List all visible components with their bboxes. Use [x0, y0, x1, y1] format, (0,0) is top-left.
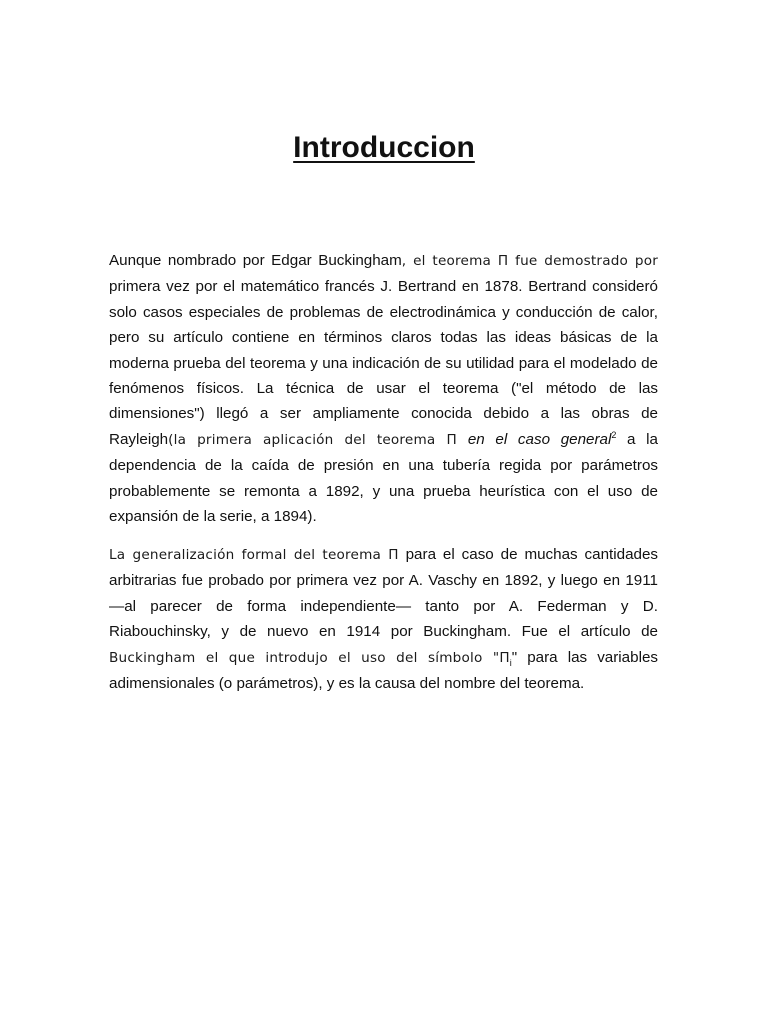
footnote-marker: 2 — [611, 429, 617, 440]
p2-segment-4: " para las variables adimensionales (o parámetros), y es la causa del nombre del teorema. — [109, 648, 658, 693]
p1-segment-4: (la primera aplicación del teorema Π — [168, 431, 468, 448]
page-title — [0, 128, 768, 168]
pi-subscript: i — [509, 657, 512, 668]
p1-segment-5-italic: en el caso general — [467, 430, 612, 448]
paragraph-2 — [109, 542, 658, 696]
p2-segment-1: La generalización formal del teorema Π — [109, 547, 399, 563]
p1-segment-2: , el teorema Π fue demostrado por — [401, 253, 658, 269]
p2-segment-2: para el caso de muchas cantidades arbitrarias fue probado por primera vez por A. Vaschy en 1892, y luego en 1911 —al parecer de forma independiente— tanto por A. Federman y D. Riabouchinsky, y de nuevo en 1914 por Buckingham. Fue el artículo de — [109, 546, 659, 641]
p2-segment-3: Buckingham el que introdujo el uso del símbolo "Π — [109, 649, 510, 666]
p1-segment-1: Aunque nombrado por Edgar Buckingham — [109, 252, 402, 269]
paragraph-1 — [109, 248, 658, 529]
page-title-text: Introduccion — [293, 131, 475, 164]
p1-segment-3: primera vez por el matemático francés J. Bertrand en 1878. Bertrand consideró solo casos especiales de problemas de electrodinámica y conducción de calor, pero su artículo contiene en términos claros todas las ideas básicas de la moderna prueba del teorema y una indicación de su utilidad para el modelado de fenómenos físicos. La técnica de usar el teorema ("el método de las dimensiones") llegó a ser ampliamente conocida debido a las obras de Rayleigh — [109, 278, 658, 448]
p1-segment-6: a la dependencia de la caída de presión en una tubería regida por parámetros probablemente se remonta a 1892, y una prueba heurística con el uso de expansión de la serie, a 1894). — [109, 430, 658, 526]
